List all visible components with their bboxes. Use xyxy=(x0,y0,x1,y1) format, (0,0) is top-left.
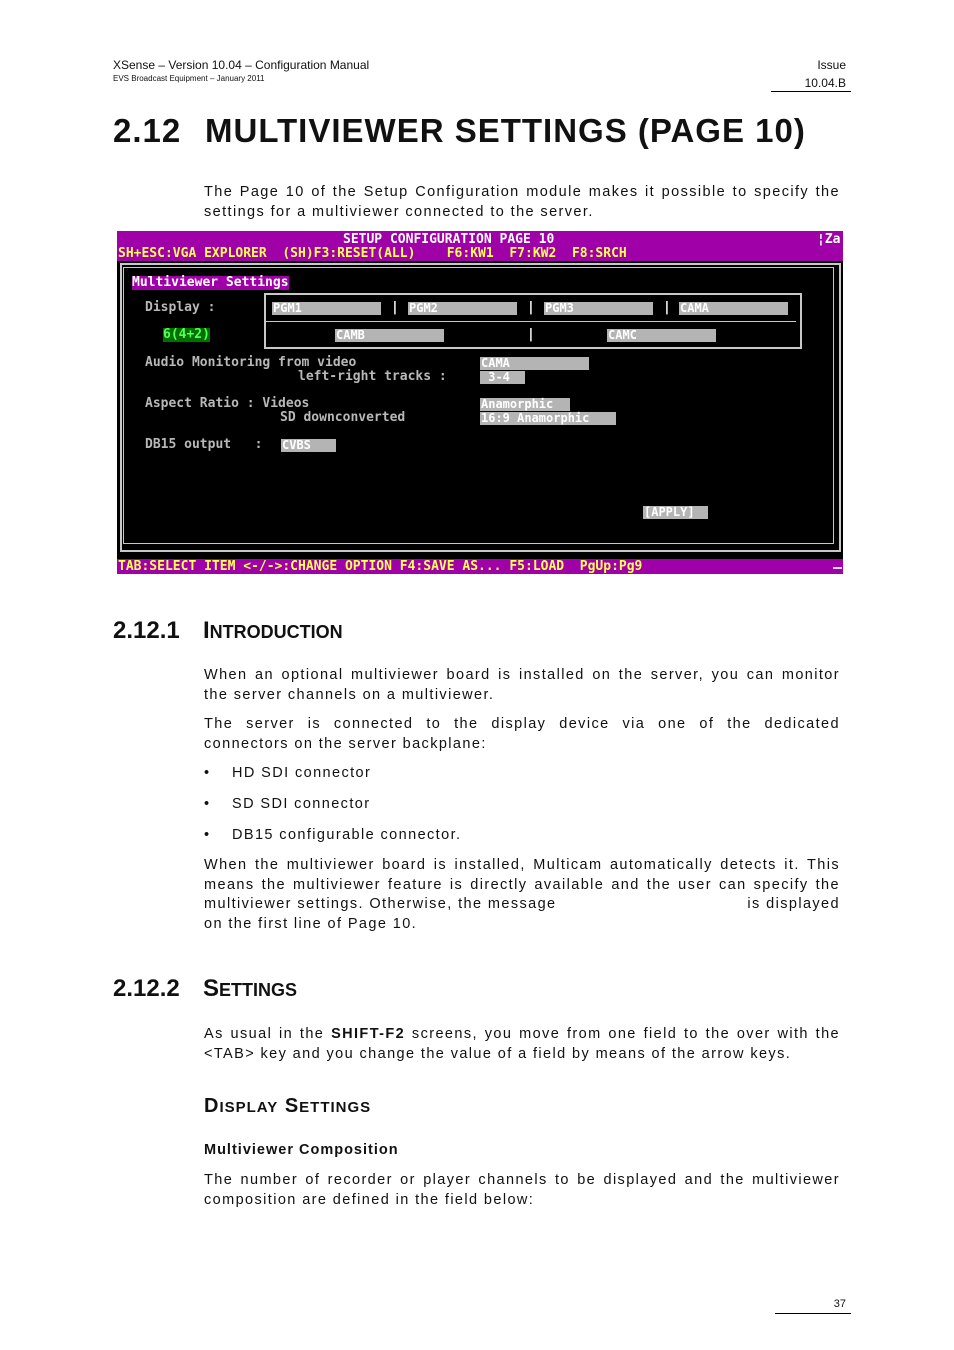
section-number: 2.12 xyxy=(113,112,182,149)
list-item: • HD SDI connector xyxy=(204,765,372,781)
header-subtitle: EVS Broadcast Equipment – January 2011 xyxy=(113,74,265,83)
panel-title: Multiviewer Settings xyxy=(132,275,289,290)
list-item: • SD SDI connector xyxy=(204,796,371,812)
display-field-4[interactable]: CAMA xyxy=(679,302,788,315)
intro-para-3-line3a: multiviewer settings. Otherwise, the message xyxy=(204,896,557,912)
page-number: 37 xyxy=(833,1298,846,1310)
heading-cap: I xyxy=(203,617,210,644)
aspect-label-1: Aspect Ratio : Videos xyxy=(145,396,310,411)
settings-paragraph: As usual in the SHIFT-F2 screens, you move from one field to the over with the <TAB> key and you change the value of a field by means of the arrow keys. xyxy=(204,1026,840,1062)
status-bar: TAB:SELECT ITEM <-/->:CHANGE OPTION F4:SAVE AS... F5:LOAD PgUp:Pg9 xyxy=(118,559,643,574)
subsection-introduction xyxy=(113,617,343,645)
apply-button[interactable]: [APPLY] xyxy=(643,506,708,519)
composition-heading: Multiviewer Composition xyxy=(204,1142,399,1158)
separator: | xyxy=(663,300,671,315)
display-label: Display : xyxy=(145,300,216,315)
subsection-number: 2.12.1 xyxy=(113,617,180,644)
display-field-3[interactable]: PGM3 xyxy=(544,302,653,315)
intro-paragraph: The Page 10 of the Setup Configuration module makes it possible to specify the settings for a multiviewer connected to the server. xyxy=(204,184,840,220)
display-field-6[interactable]: CAMC xyxy=(607,329,716,342)
intro-para-1: When an optional multiviewer board is installed on the server, you can monitor the server channels on a multiviewer. xyxy=(204,667,840,703)
heading-rest: ETTINGS xyxy=(219,980,298,1000)
audio-label-1: Audio Monitoring from video xyxy=(145,355,357,370)
display-settings-heading: DISPLAY SETTINGS xyxy=(204,1095,372,1117)
separator: | xyxy=(527,300,535,315)
display-field-5[interactable]: CAMB xyxy=(335,329,444,342)
header-issue-label: Issue xyxy=(817,58,846,72)
composition-paragraph: The number of recorder or player channels to be displayed and the multiviewer composition are defined in the field below: xyxy=(204,1172,840,1208)
heading-cap: S xyxy=(203,975,220,1002)
intro-para-3-line1: When the multiviewer board is installed, Multicam automatically detects it. This xyxy=(204,857,840,873)
display-field-2[interactable]: PGM2 xyxy=(408,302,517,315)
intro-para-3-line2: means the multiviewer feature is directly available and the user can specify the xyxy=(204,876,840,893)
section-title: MULTIVIEWER SETTINGS (PAGE 10) xyxy=(205,112,806,149)
subsection-settings xyxy=(113,975,297,1003)
audio-tracks-field[interactable]: 3-4 xyxy=(480,371,525,384)
db15-field[interactable]: CVBS xyxy=(281,439,336,452)
audio-label-2: left-right tracks : xyxy=(298,369,447,384)
scroll-indicator xyxy=(833,567,842,569)
layout-value[interactable]: 6(4+2) xyxy=(163,327,210,342)
terminal-title: SETUP CONFIGURATION PAGE 10 xyxy=(343,232,555,247)
audio-video-field[interactable]: CAMA xyxy=(480,357,589,370)
aspect-label-2: SD downconverted xyxy=(280,410,406,425)
header-title: XSense – Version 10.04 – Configuration Manual xyxy=(113,58,370,72)
header-issue-number: 10.04.B xyxy=(804,76,846,90)
intro-para-3-line4: on the first line of Page 10. xyxy=(204,915,418,932)
shortcut-bar: SH+ESC:VGA EXPLORER (SH)F3:RESET(ALL) F6:KW1 F7:KW2 F8:SRCH xyxy=(118,246,627,261)
heading-rest: NTRODUCTION xyxy=(209,622,343,642)
footer-rule xyxy=(775,1313,851,1314)
separator: | xyxy=(391,300,399,315)
header-rule xyxy=(771,91,851,92)
subsection-number: 2.12.2 xyxy=(113,975,180,1002)
display-field-1[interactable]: PGM1 xyxy=(272,302,381,315)
display-divider xyxy=(266,321,796,322)
separator: | xyxy=(527,327,535,342)
intro-para-2: The server is connected to the display device via one of the dedicated connectors on the server backplane: xyxy=(204,716,840,752)
terminal-title-right: ¦Za xyxy=(817,232,841,247)
setup-configuration-screenshot xyxy=(117,231,843,574)
aspect-videos-field[interactable]: Anamorphic xyxy=(480,398,570,411)
db15-label: DB15 output : xyxy=(145,437,263,452)
intro-para-3-line3b: is displayed xyxy=(747,896,840,912)
list-item: • DB15 configurable connector. xyxy=(204,827,462,843)
section-heading xyxy=(113,112,806,150)
aspect-sd-field[interactable]: 16:9 Anamorphic xyxy=(480,412,616,425)
